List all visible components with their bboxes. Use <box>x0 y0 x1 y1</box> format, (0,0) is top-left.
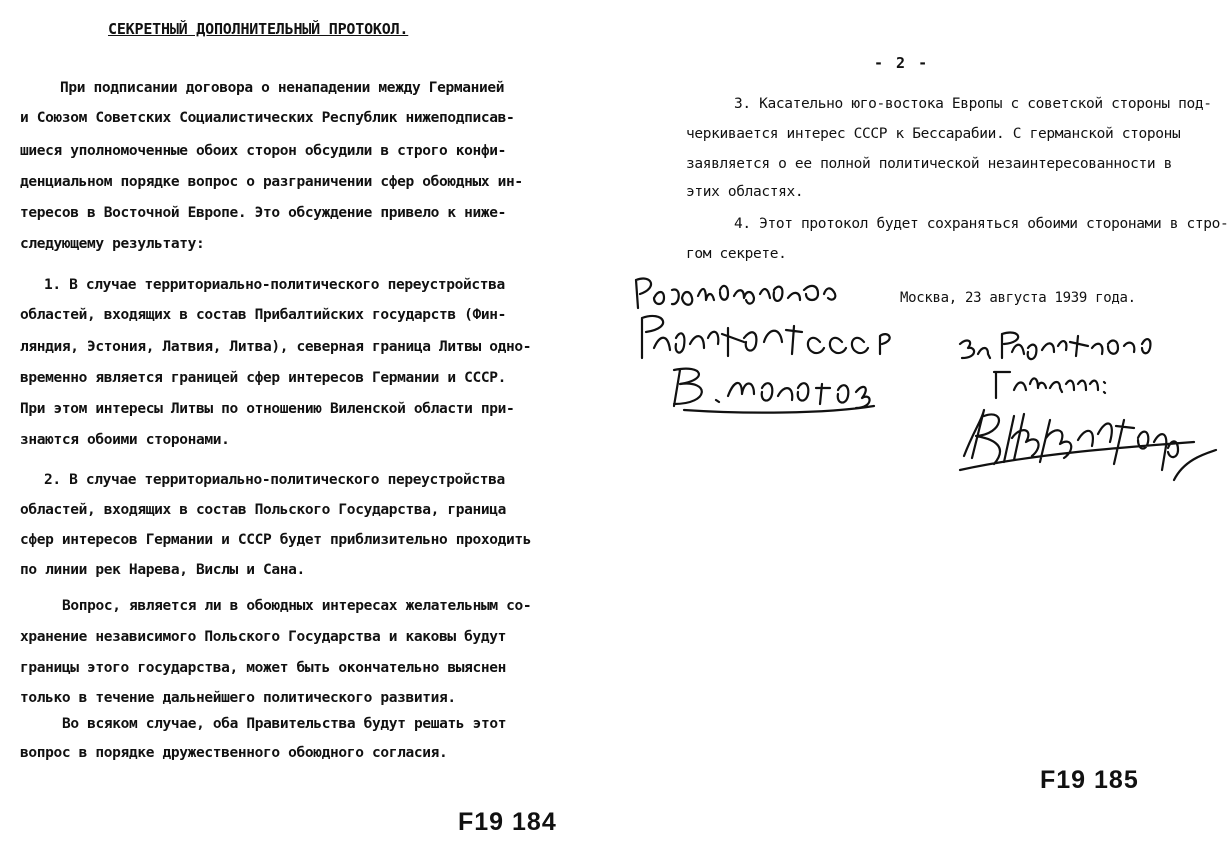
text-line: заявляется о ее полной политической незаинтересованности в <box>686 156 1173 172</box>
text-line: этих областях. <box>686 184 804 200</box>
text-line: только в течение дальнейшего политического развития. <box>20 690 456 706</box>
page-number: - 2 - <box>874 54 930 72</box>
archive-stamp: F19 185 <box>1040 766 1139 794</box>
text-line: Вопрос, является ли в обоюдных интересах желательным со- <box>62 598 532 614</box>
text-line: и Союзом Советских Социалистических Республик нижеподписав- <box>20 110 515 126</box>
text-line: гом секрете. <box>686 246 787 262</box>
text-line: тересов в Восточной Европе. Это обсуждение привело к ниже- <box>20 205 507 221</box>
text-line: 4. Этот протокол будет сохраняться обоими сторонами в стро- <box>734 216 1229 232</box>
text-line: следующему результату: <box>20 236 205 252</box>
text-line: хранение независимого Польского Государства и каковы будут <box>20 629 507 645</box>
protocol-page-2 <box>616 0 1232 846</box>
text-line: областей, входящих в состав Польского Государства, граница <box>20 502 507 518</box>
text-line: 2. В случае территориально-политического переустройства <box>44 472 505 488</box>
text-line: При этом интересы Литвы по отношению Виленской области при- <box>20 401 515 417</box>
protocol-title: СЕКРЕТНЫЙ ДОПОЛНИТЕЛЬНЫЙ ПРОТОКОЛ. <box>108 20 409 38</box>
text-line: временно является границей сфер интересов Германии и СССР. <box>20 370 507 386</box>
german-signature-block <box>954 330 1224 500</box>
soviet-signature-block <box>624 268 964 418</box>
place-date: Москва, 23 августа 1939 года. <box>900 290 1136 306</box>
text-line: знаются обоими сторонами. <box>20 432 230 448</box>
text-line: 1. В случае территориально-политического переустройства <box>44 277 505 293</box>
text-line: денциальном порядке вопрос о разграничении сфер обоюдных ин- <box>20 174 523 190</box>
text-line: вопрос в порядке дружественного обоюдного согласия. <box>20 745 448 761</box>
text-line: шиеся уполномоченные обоих сторон обсудили в строго конфи- <box>20 143 507 159</box>
archive-stamp: F19 184 <box>458 808 557 836</box>
text-line: областей, входящих в состав Прибалтийских государств (Фин- <box>20 307 507 323</box>
text-line: границы этого государства, может быть окончательно выяснен <box>20 660 507 676</box>
text-line: При подписании договора о ненападении между Германией <box>60 80 505 96</box>
text-line: 3. Касательно юго-востока Европы с советской стороны под- <box>734 96 1212 112</box>
text-line: по линии рек Нарева, Вислы и Сана. <box>20 562 305 578</box>
text-line: ляндия, Эстония, Латвия, Литва), северная граница Литвы одно- <box>20 339 532 355</box>
text-line: сфер интересов Германии и СССР будет приблизительно проходить <box>20 532 532 548</box>
text-line: черкивается интерес СССР к Бессарабии. С германской стороны <box>686 126 1181 142</box>
text-line: Во всяком случае, оба Правительства будут решать этот <box>62 716 507 732</box>
